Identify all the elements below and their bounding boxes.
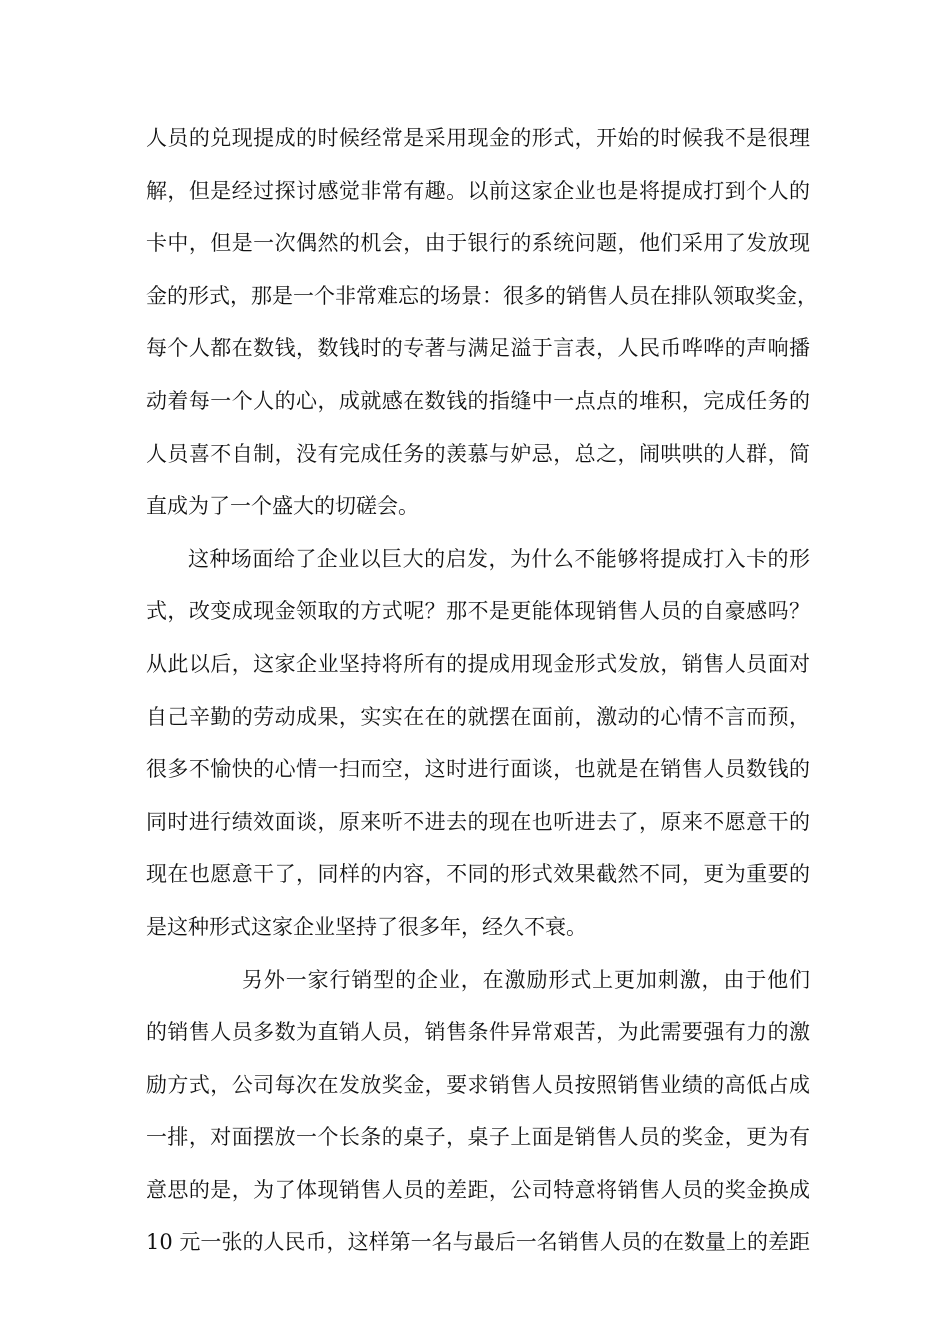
text-line: 的销售人员多数为直销人员，销售条件异常艰苦，为此需要强有力的激	[146, 1020, 810, 1045]
text-line: 现在也愿意干了，同样的内容，不同的形式效果截然不同，更为重要的	[146, 862, 810, 887]
text-line: 另外一家行销型的企业，在激励形式上更加刺激，由于他们	[242, 967, 810, 992]
paragraph-3	[146, 954, 810, 1270]
paragraph-2	[146, 533, 810, 954]
text-line: 人员喜不自制，没有完成任务的羡慕与妒忌，总之，闹哄哄的人群，简	[146, 441, 810, 466]
paragraph-1	[146, 112, 818, 533]
text-line: 意思的是，为了体现销售人员的差距，公司特意将销售人员的奖金换成	[146, 1177, 810, 1202]
text-line: 卡中，但是一次偶然的机会，由于银行的系统问题，他们采用了发放现	[146, 231, 810, 256]
text-line: 式，改变成现金领取的方式呢？那不是更能体现销售人员的自豪感吗？	[146, 599, 810, 624]
text-line: 同时进行绩效面谈，原来听不进去的现在也听进去了，原来不愿意干的	[146, 809, 810, 834]
text-line: 金的形式，那是一个非常难忘的场景：很多的销售人员在排队领取奖金，	[146, 283, 818, 308]
text-line: 一排，对面摆放一个长条的桌子，桌子上面是销售人员的奖金，更为有	[146, 1125, 810, 1150]
text-line: 从此以后，这家企业坚持将所有的提成用现金形式发放，销售人员面对	[146, 651, 810, 676]
text-line: 很多不愉快的心情一扫而空，这时进行面谈，也就是在销售人员数钱的	[146, 757, 810, 782]
text-line: 这种场面给了企业以巨大的启发，为什么不能够将提成打入卡的形	[188, 546, 810, 571]
text-line: 人员的兑现提成的时候经常是采用现金的形式，开始的时候我不是很理	[146, 126, 810, 150]
text-line: 自己辛勤的劳动成果，实实在在的就摆在面前，激动的心情不言而预，	[146, 704, 810, 729]
text-line: 励方式，公司每次在发放奖金，要求销售人员按照销售业绩的高低占成	[146, 1072, 810, 1097]
text-line: 是这种形式这家企业坚持了很多年，经久不衰。	[146, 914, 587, 939]
text-line: 10 元一张的人民币，这样第一名与最后一名销售人员的在数量上的差距	[146, 1230, 810, 1255]
text-line: 每个人都在数钱，数钱时的专著与满足溢于言表，人民币哗哗的声响播	[146, 336, 810, 361]
text-line: 动着每一个人的心，成就感在数钱的指缝中一点点的堆积，完成任务的	[146, 388, 810, 413]
document-body	[146, 112, 818, 1269]
text-line: 直成为了一个盛大的切磋会。	[146, 494, 419, 519]
text-line: 解，但是经过探讨感觉非常有趣。以前这家企业也是将提成打到个人的	[146, 178, 810, 203]
